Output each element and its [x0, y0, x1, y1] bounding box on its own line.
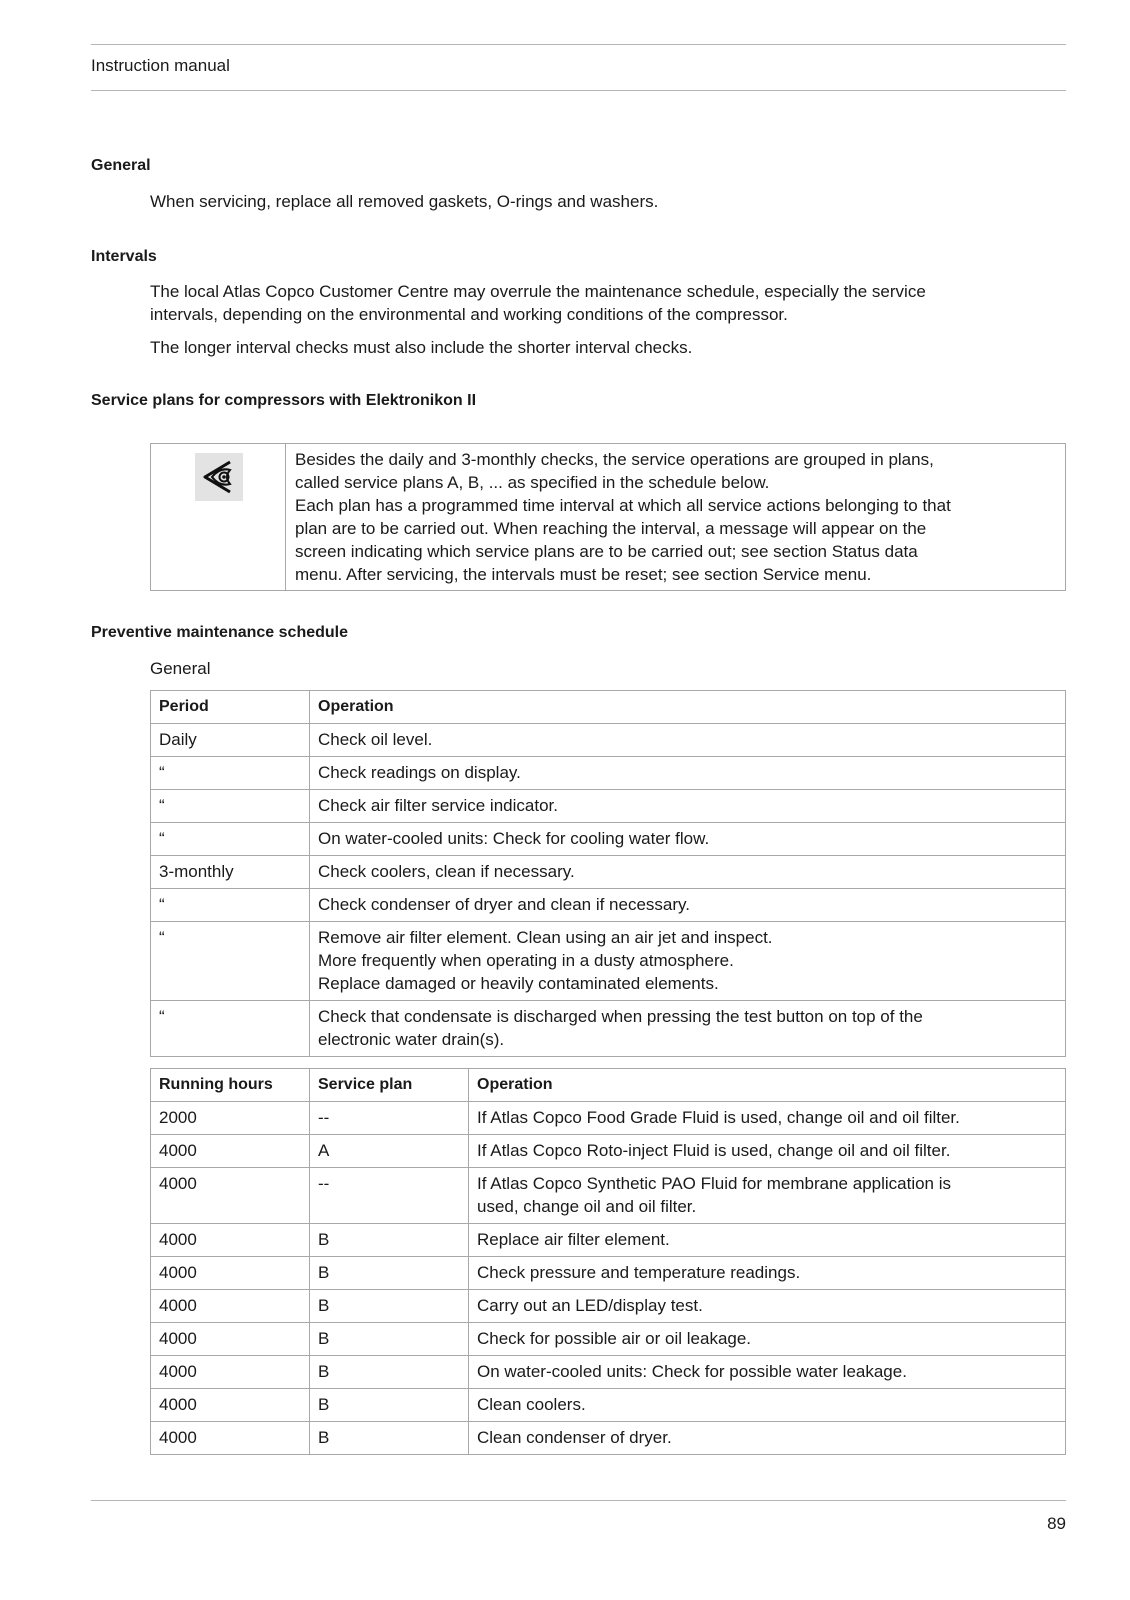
intervals-p1-line-2: intervals, depending on the environmental and working conditions of the compressor.	[150, 305, 788, 324]
operation-cell: Check readings on display.	[310, 757, 1066, 790]
table-row	[151, 1422, 1066, 1455]
operation-line: Replace damaged or heavily contaminated elements.	[318, 974, 719, 993]
table-row	[151, 823, 1066, 856]
general-heading: General	[91, 157, 151, 174]
note-line: menu. After servicing, the intervals must be reset; see section Service menu.	[295, 565, 872, 584]
operation-cell: On water-cooled units: Check for cooling water flow.	[310, 823, 1066, 856]
plan-cell: B	[310, 1290, 469, 1323]
period-cell: “	[151, 823, 310, 856]
operation-line: Remove air filter element. Clean using an air jet and inspect.	[318, 928, 773, 947]
hours-cell: 2000	[151, 1102, 310, 1135]
table-row	[151, 757, 1066, 790]
plan-cell: B	[310, 1224, 469, 1257]
table-row	[151, 1102, 1066, 1135]
plan-cell: A	[310, 1135, 469, 1168]
note-text-cell	[286, 444, 1066, 591]
preventive-heading: Preventive maintenance schedule	[91, 624, 348, 641]
period-cell: “	[151, 790, 310, 823]
operation-line: electronic water drain(s).	[318, 1030, 505, 1049]
column-header-running-hours: Running hours	[151, 1069, 310, 1102]
table-row	[151, 1135, 1066, 1168]
table-row	[151, 1224, 1066, 1257]
operation-line: If Atlas Copco Synthetic PAO Fluid for membrane application is	[477, 1174, 952, 1193]
column-header-period: Period	[151, 691, 310, 724]
hours-cell: 4000	[151, 1323, 310, 1356]
hours-cell: 4000	[151, 1356, 310, 1389]
plan-cell: B	[310, 1323, 469, 1356]
column-header-operation: Operation	[310, 691, 1066, 724]
hours-cell: 4000	[151, 1257, 310, 1290]
period-cell: 3-monthly	[151, 856, 310, 889]
table-row	[151, 1323, 1066, 1356]
eye-warning-icon	[195, 453, 243, 501]
operation-cell: If Atlas Copco Roto-inject Fluid is used, change oil and oil filter.	[469, 1135, 1066, 1168]
note-line: Each plan has a programmed time interval at which all service actions belonging to that	[295, 496, 951, 515]
operation-cell: Check condenser of dryer and clean if necessary.	[310, 889, 1066, 922]
note-line: plan are to be carried out. When reaching the interval, a message will appear on the	[295, 519, 927, 538]
table-row	[151, 1389, 1066, 1422]
note-row	[151, 444, 1066, 591]
plan-cell: B	[310, 1389, 469, 1422]
period-operation-table	[150, 690, 1066, 1057]
table-header-row	[151, 691, 1066, 724]
period-cell: “	[151, 889, 310, 922]
operation-cell: Check air filter service indicator.	[310, 790, 1066, 823]
period-cell: “	[151, 922, 310, 1001]
period-cell: “	[151, 1001, 310, 1057]
operation-cell: Check coolers, clean if necessary.	[310, 856, 1066, 889]
footer-rule	[91, 1500, 1066, 1501]
table-row	[151, 1257, 1066, 1290]
hours-cell: 4000	[151, 1168, 310, 1224]
operation-cell: Replace air filter element.	[469, 1224, 1066, 1257]
table-row	[151, 1356, 1066, 1389]
note-line: called service plans A, B, ... as specified in the schedule below.	[295, 473, 770, 492]
table-row	[151, 922, 1066, 1001]
table-header-row	[151, 1069, 1066, 1102]
operation-cell: Check oil level.	[310, 724, 1066, 757]
operation-line: More frequently when operating in a dusty atmosphere.	[318, 951, 734, 970]
operation-cell: On water-cooled units: Check for possible water leakage.	[469, 1356, 1066, 1389]
note-line: screen indicating which service plans are to be carried out; see section Status data	[295, 542, 918, 561]
operation-cell: Clean condenser of dryer.	[469, 1422, 1066, 1455]
intervals-p1-line-1: The local Atlas Copco Customer Centre may overrule the maintenance schedule, especially the service	[150, 282, 926, 301]
plan-cell: B	[310, 1257, 469, 1290]
operation-cell: Check for possible air or oil leakage.	[469, 1323, 1066, 1356]
table-row	[151, 889, 1066, 922]
hours-cell: 4000	[151, 1389, 310, 1422]
operation-line: Check that condensate is discharged when pressing the test button on top of the	[318, 1007, 923, 1026]
plan-cell: B	[310, 1356, 469, 1389]
operation-cell: Clean coolers.	[469, 1389, 1066, 1422]
table-row	[151, 1290, 1066, 1323]
plan-cell: --	[310, 1102, 469, 1135]
header-title: Instruction manual	[91, 56, 230, 75]
operation-cell: If Atlas Copco Food Grade Fluid is used, change oil and oil filter.	[469, 1102, 1066, 1135]
preventive-subheading: General	[150, 659, 211, 678]
column-header-service-plan: Service plan	[310, 1069, 469, 1102]
operation-cell	[469, 1168, 1066, 1224]
period-cell: “	[151, 757, 310, 790]
table-row	[151, 1168, 1066, 1224]
hours-cell: 4000	[151, 1290, 310, 1323]
header-bottom-rule	[91, 90, 1066, 91]
service-plans-heading: Service plans for compressors with Elektronikon II	[91, 392, 477, 409]
operation-cell	[310, 1001, 1066, 1057]
table-row	[151, 856, 1066, 889]
service-plans-note	[150, 443, 1066, 591]
general-text: When servicing, replace all removed gaskets, O-rings and washers.	[150, 192, 659, 211]
running-hours-table	[150, 1068, 1066, 1455]
period-cell: Daily	[151, 724, 310, 757]
hours-cell: 4000	[151, 1422, 310, 1455]
note-line: Besides the daily and 3-monthly checks, the service operations are grouped in plans,	[295, 450, 934, 469]
header-top-rule	[91, 44, 1066, 45]
page-number: 89	[1047, 1514, 1066, 1533]
intervals-paragraph-1	[150, 280, 1066, 326]
table-row	[151, 724, 1066, 757]
operation-cell: Check pressure and temperature readings.	[469, 1257, 1066, 1290]
plan-cell: B	[310, 1422, 469, 1455]
intervals-paragraph-2: The longer interval checks must also include the shorter interval checks.	[150, 338, 693, 357]
operation-cell: Carry out an LED/display test.	[469, 1290, 1066, 1323]
table-row	[151, 790, 1066, 823]
intervals-heading: Intervals	[91, 248, 157, 265]
column-header-operation: Operation	[469, 1069, 1066, 1102]
plan-cell: --	[310, 1168, 469, 1224]
hours-cell: 4000	[151, 1224, 310, 1257]
operation-cell	[310, 922, 1066, 1001]
operation-line: used, change oil and oil filter.	[477, 1197, 697, 1216]
hours-cell: 4000	[151, 1135, 310, 1168]
table-row	[151, 1001, 1066, 1057]
note-icon-cell	[151, 444, 286, 591]
